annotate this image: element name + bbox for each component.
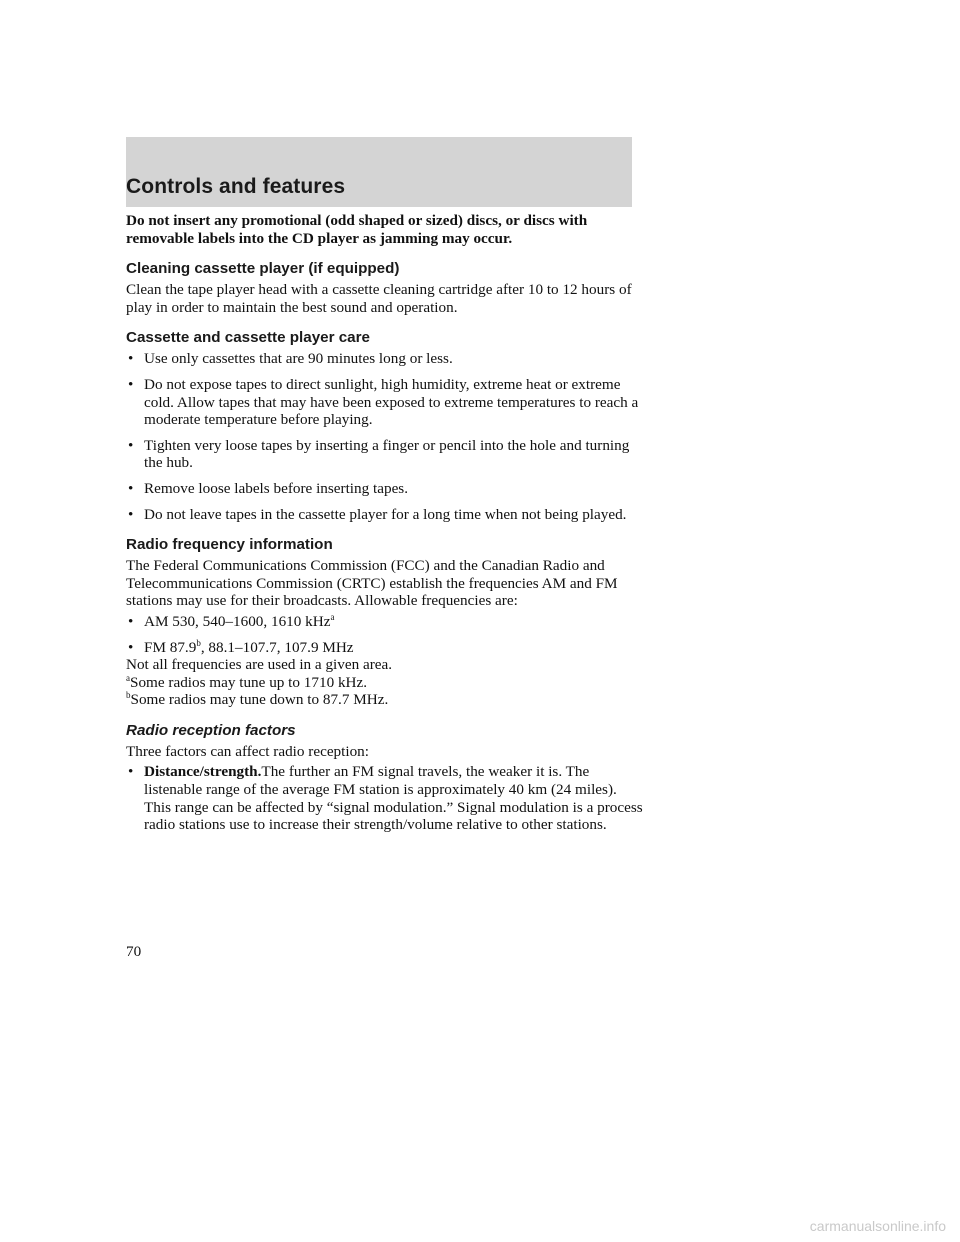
am-text: AM 530, 540–1600, 1610 kHz bbox=[144, 612, 331, 630]
section-title: Controls and features bbox=[126, 175, 346, 198]
distance-strength-text: The further an FM signal travels, the weaker it is. The listenable range of the average FM station is approximately 40 km (24 miles). This range can be affected by “signal modulation.” Signal modulation is a process radio stations use to increase their strength/volume relative to other stations. bbox=[144, 763, 643, 834]
list-item: • Do not leave tapes in the cassette player for a long time when not being played. bbox=[126, 506, 646, 524]
footnote-mark: a bbox=[330, 611, 335, 622]
page-number: 70 bbox=[126, 943, 142, 960]
footnote-a bbox=[126, 674, 646, 692]
radio-frequency-paragraph: The Federal Communications Commission (FCC) and the Canadian Radio and Telecommunications Commission (CRTC) establish the frequencies AM and FM stations may use for their broadcasts. Allowable frequencies are: bbox=[126, 557, 618, 610]
footnote-a-text: Some radios may tune up to 1710 kHz. bbox=[130, 673, 368, 691]
care-heading: Cassette and cassette player care bbox=[126, 329, 370, 347]
am-frequency-item bbox=[126, 613, 646, 631]
fm-frequency-item bbox=[126, 639, 646, 657]
page-content bbox=[126, 212, 646, 834]
list-item: • Use only cassettes that are 90 minutes long or less. bbox=[126, 350, 646, 368]
header-band bbox=[126, 137, 632, 207]
list-item: • Tighten very loose tapes by inserting a finger or pencil into the hole and turning the hub. bbox=[126, 437, 646, 472]
distance-strength-term: Distance/strength. bbox=[144, 763, 262, 781]
radio-frequency-heading: Radio frequency information bbox=[126, 536, 333, 554]
fm-text-pre: FM 87.9 bbox=[144, 638, 197, 656]
footnote-mark: b bbox=[126, 690, 131, 701]
fm-text-post: , 88.1–107.7, 107.9 MHz bbox=[200, 638, 354, 656]
footnote-b bbox=[126, 691, 646, 709]
footnote-b-text: Some radios may tune down to 87.7 MHz. bbox=[130, 691, 389, 709]
cleaning-heading: Cleaning cassette player (if equipped) bbox=[126, 260, 400, 278]
care-list bbox=[126, 350, 646, 523]
reception-intro: Three factors can affect radio reception: bbox=[126, 742, 369, 760]
reception-heading: Radio reception factors bbox=[126, 721, 296, 739]
list-item: • Do not expose tapes to direct sunlight, high humidity, extreme heat or extreme cold. Allow tapes that may have been exposed to extreme temperatures to reach a moderate temperature before playing. bbox=[126, 376, 646, 429]
frequency-list bbox=[126, 613, 646, 656]
not-all-frequencies-text: Not all frequencies are used in a given area. bbox=[126, 656, 393, 674]
reception-list bbox=[126, 763, 646, 833]
watermark: carmanualsonline.info bbox=[809, 1218, 946, 1234]
list-item: • Remove loose labels before inserting tapes. bbox=[126, 480, 646, 498]
footnote-mark: a bbox=[126, 672, 130, 683]
cd-warning-text: Do not insert any promotional (odd shaped or sized) discs, or discs with removable labels into the CD player as jamming may occur. bbox=[126, 212, 588, 247]
cleaning-paragraph: Clean the tape player head with a cassette cleaning cartridge after 10 to 12 hours of play in order to maintain the best sound and operation. bbox=[126, 281, 632, 316]
footnote-mark: b bbox=[196, 637, 201, 648]
list-item bbox=[126, 763, 646, 833]
